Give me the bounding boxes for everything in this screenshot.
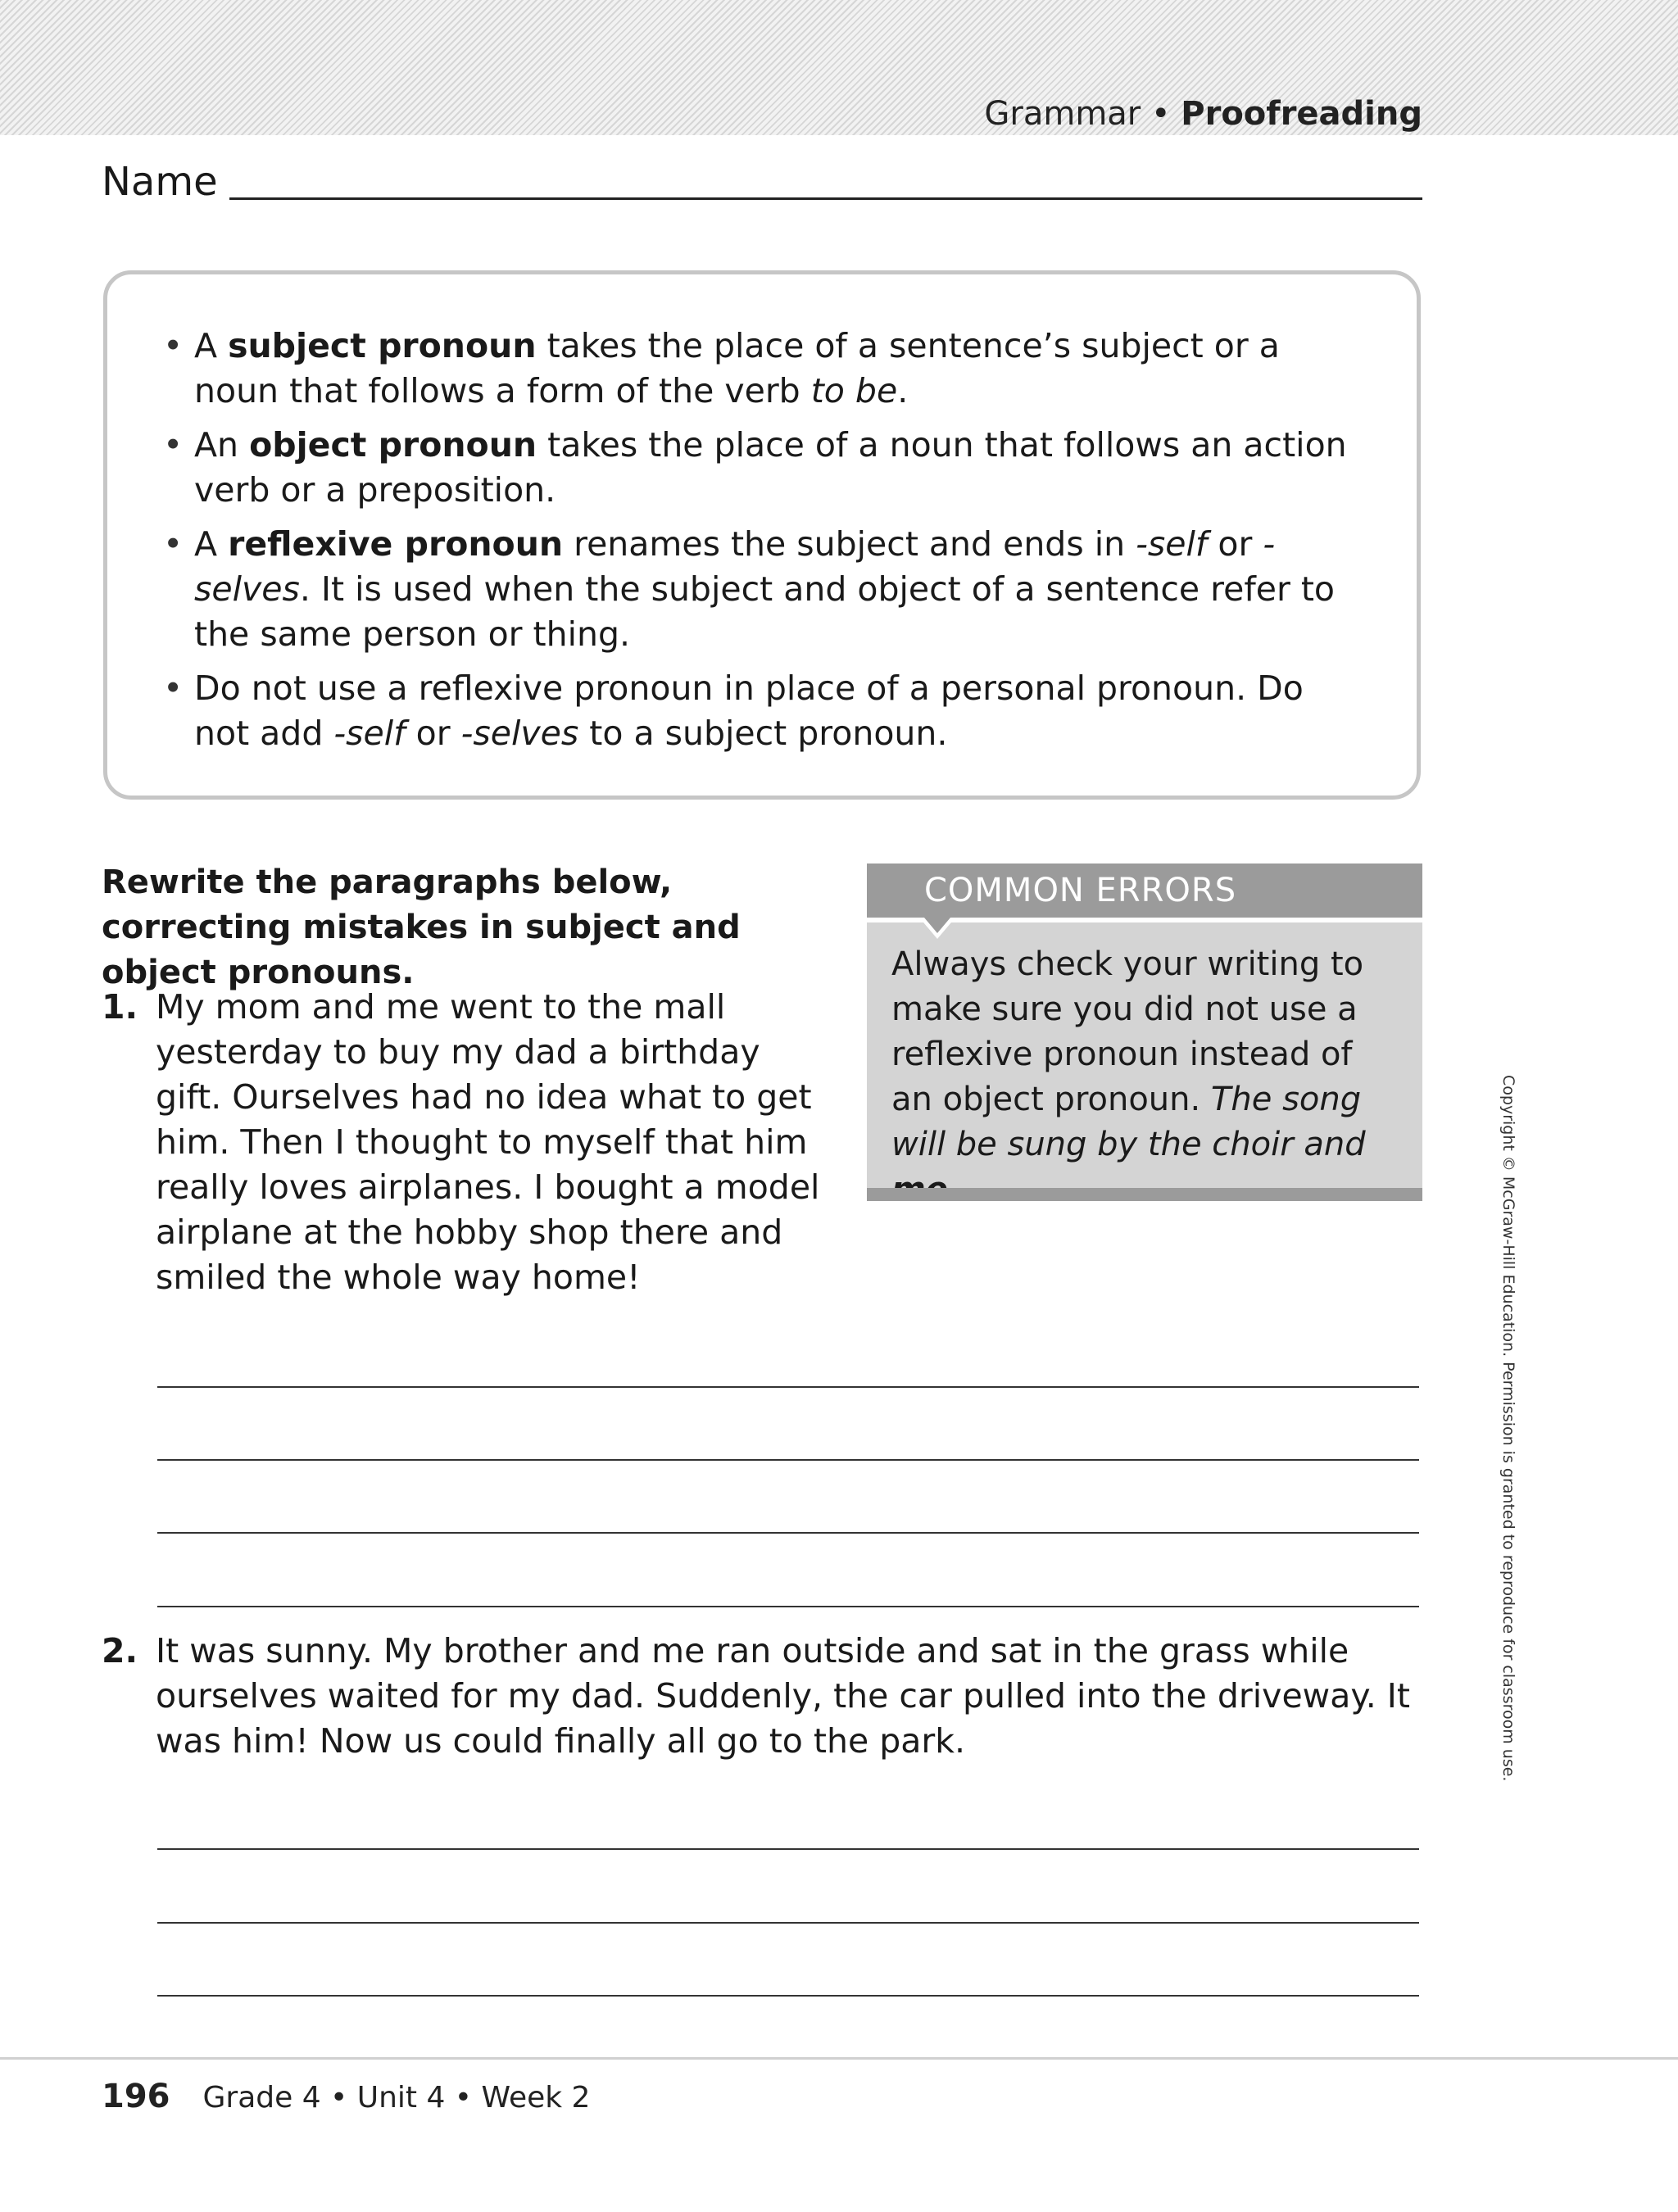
- footer-course: Grade 4 • Unit 4 • Week 2: [202, 2081, 591, 2115]
- header-separator: •: [1150, 95, 1171, 133]
- answer-line-1c[interactable]: [157, 1532, 1419, 1534]
- rules-list: [156, 324, 1359, 756]
- answer-line-2a[interactable]: [157, 1848, 1419, 1850]
- exercise-item-2: [102, 1629, 1445, 1776]
- answer-line-1a[interactable]: [157, 1386, 1419, 1388]
- page-header: [984, 95, 1422, 133]
- answer-line-2b[interactable]: [157, 1922, 1419, 1924]
- header-topic: Proofreading: [1181, 95, 1422, 133]
- footer-divider: [0, 2057, 1678, 2060]
- item-number: 1.: [102, 987, 138, 1027]
- answer-line-1d[interactable]: [157, 1606, 1419, 1607]
- answer-line-1b[interactable]: [157, 1459, 1419, 1461]
- rule-subject-pronoun: • A subject pronoun takes the place of a sentence’s subject or a noun that follows a form of the verb to be.: [156, 324, 1359, 414]
- header-pattern: [0, 0, 1678, 135]
- name-label: Name: [102, 159, 218, 205]
- instructions: Rewrite the paragraphs below, correcting mistakes in subject and object pronouns.: [102, 863, 741, 991]
- callout-pointer-fill: [924, 918, 950, 933]
- item-number: 2.: [102, 1631, 138, 1670]
- common-errors-text: Always check your writing to make sure you did not use a reflexive pronoun instead of an object pronoun. The song will be sung by the choir and: [891, 945, 1366, 1163]
- rule-personal-pronoun: • Do not use a reflexive pronoun in place of a personal pronoun. Do not add -self or -selves to a subject pronoun.: [156, 666, 1359, 756]
- copyright-notice: [1493, 1075, 1542, 1804]
- common-errors-bottom-bar: [867, 1188, 1422, 1201]
- common-errors-header: [867, 863, 1422, 922]
- name-field: [102, 147, 1422, 205]
- rule-object-pronoun: • An object pronoun takes the place of a noun that follows an action verb or a preposition.: [156, 423, 1359, 513]
- copyright-text: Copyright © McGraw-Hill Education. Permission is granted to reproduce for classroom use.: [1499, 1075, 1517, 1782]
- page-footer: [102, 2078, 590, 2115]
- common-errors-box: [867, 863, 1422, 1201]
- rule-reflexive-pronoun: • A reflexive pronoun renames the subject and ends in -self or -selves. It is used when the subject and object of a sentence refer to the same person or thing.: [156, 522, 1359, 657]
- answer-line-2c[interactable]: [157, 1995, 1419, 1997]
- item-paragraph: It was sunny. My brother and me ran outside and sat in the grass while ourselves waited for my dad. Suddenly, the car pulled into the driveway. It was him! Now us could finally all go to the park.: [156, 1631, 1410, 1761]
- rules-box: [103, 270, 1421, 800]
- page-number: 196: [102, 2078, 170, 2115]
- header-section: Grammar: [984, 95, 1141, 133]
- item-paragraph: My mom and me went to the mall yesterday to buy my dad a birthday gift. Ourselves had no idea what to get him. Then I thought to myself that him really loves airplanes. I bought a model airplane at the hobby shop there and smiled the whole way home!: [156, 987, 820, 1297]
- common-errors-title: COMMON ERRORS: [924, 872, 1237, 909]
- name-write-line[interactable]: [229, 197, 1422, 200]
- exercise-item-1: [102, 985, 839, 1312]
